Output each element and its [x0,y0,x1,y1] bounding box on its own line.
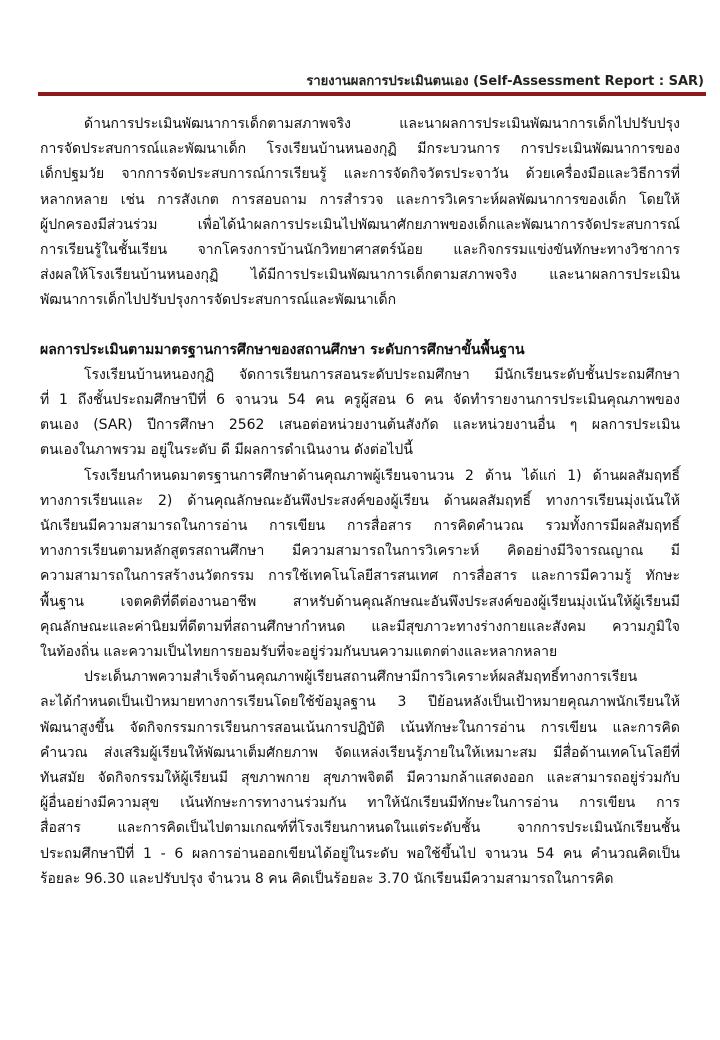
text-line: การจัดประสบการณ์และพัฒนาเด็ก โรงเรียนบ้านหนองกุฏิ มีกระบวนการ การประเมินพัฒนาการของ [40,141,680,158]
text-line: ทางการเรียนและ 2) ด้านคุณลักษณะอันพึงประสงค์ของผู้เรียน ด้านผลสัมฤทธิ์ ทางการเรียนมุ่งเน้นให้ [40,492,680,509]
text-line: ในท้องถิ่น และความเป็นไทยการยอมรับที่จะอยู่ร่วมกันบนความแตกต่างและหลากหลาย [40,644,558,661]
text-line: ทางการเรียนตามหลักสูตรสถานศึกษา มีความสามารถในการวิเคราะห์ คิดอย่างมีวิจารณญาณ มี [40,543,680,560]
text-line: ประเด็นภาพความสำเร็จด้านคุณภาพผู้เรียนสถานศึกษามีการวิเคราะห์ผลสัมฤทธิ์ทางการเรียน [84,669,638,686]
text-line: ความสามารถในการสร้างนวัตกรรม การใช้เทคโนโลยีสารสนเทศ การสื่อสาร และการมีความรู้ ทักษะ [40,568,680,585]
text-line: ทันสมัย จัดกิจกรรมให้ผู้เรียนมี สุขภาพกาย สุขภาพจิตดี มีความกล้าแสดงออก และสามารถอยู่ร่วมกับ [40,770,680,787]
text-line: ที่ 1 ถึงชั้นประถมศึกษาปีที่ 6 จานวน 54 คน ครูผู้สอน 6 คน จัดทำรายงานการประเมินคุณภาพของ [40,392,680,409]
text-line: สื่อสาร และการคิดเป็นไปตามเกณฑ์ที่โรงเรียนกาหนดในแต่ระดับชั้น จากการประเมินนักเรียนชั้น [40,820,680,837]
assessment-paragraph [40,112,680,314]
success-paragraph [40,665,680,892]
text-line: พื้นฐาน เจตคติที่ดีต่องานอาชีพ สาหรับด้านคุณลักษณะอันพึงประสงค์ของผู้เรียนมุ่งเน้นให้ผู้เรียนมี [40,593,680,610]
text-line: ละได้กำหนดเป็นเป้าหมายทางการเรียนโดยใช้ข้อมูลฐาน 3 ปีย้อนหลังเป็นเป้าหมายคุณภาพนักเรียนให้ [40,694,680,711]
text-line: ผู้อื่นอย่างมีความสุข เน้นทักษะการทางานร่วมกัน ทาให้นักเรียนมีทักษะในการอ่าน การเขียน การ [40,795,680,812]
text-line: ร้อยละ 96.30 และปรับปรุง จำนวน 8 คน คิดเป็นร้อยละ 3.70 นักเรียนมีความสามารถในการคิด [40,870,614,887]
text-line: คำนวณ ส่งเสริมผู้เรียนให้พัฒนาเต็มศักยภาพ จัดแหล่งเรียนรู้ภายในให้เหมาะสม มีสื่อด้านเทคโนโลยีที่ [40,744,680,761]
text-line: เด็กปฐมวัย จากการจัดประสบการณ์การเรียนรู้ และการจัดกิจวัตรประจาวัน ด้วยเครื่องมือและวิธีการที่ [40,166,680,183]
document-body [40,112,680,892]
text-line: คุณลักษณะและค่านิยมที่ดีตามที่สถานศึกษากำหนด และมีสุขภาวะทางร่างกายและสังคม ความภูมิใจ [40,618,680,635]
text-line: พัฒนาการเด็กไปปรับปรุงการจัดประสบการณ์และพัฒนาเด็ก [40,292,397,309]
text-line: โรงเรียนกำหนดมาตรฐานการศึกษาด้านคุณภาพผู้เรียนจานวน 2 ด้าน ได้แก่ 1) ด้านผลสัมฤทธิ์ [84,467,680,484]
report-title: รายงานผลการประเมินตนเอง (Self-Assessment Report : SAR) [306,74,704,89]
text-line: ตนเองในภาพรวม อยู่ในระดับ ดี มีผลการดำเนินงาน ดังต่อไปนี้ [40,442,413,459]
section-heading: ผลการประเมินตามมาตรฐานการศึกษาของสถานศึกษา ระดับการศึกษาขั้นพื้นฐาน [40,341,525,358]
school-overview-paragraph [40,363,680,464]
text-line: ตนเอง (SAR) ปีการศึกษา 2562 เสนอต่อหน่วยงานต้นสังกัด และหน่วยงานอื่น ๆ ผลการประเมิน [40,417,680,434]
text-line: ประถมศึกษาปีที่ 1 - 6 ผลการอ่านออกเขียนได้อยู่ในระดับ พอใช้ขึ้นไป จานวน 54 คน คำนวณคิดเป็น [40,845,680,862]
text-line: หลากหลาย เช่น การสังเกต การสอบถาม การสำรวจ และการวิเคราะห์ผลพัฒนาการของเด็ก โดยให้ [40,191,680,208]
text-line: ด้านการประเมินพัฒนาการเด็กตามสภาพจริง และนาผลการประเมินพัฒนาการเด็กไปปรับปรุง [84,116,680,132]
header-divider [38,92,706,96]
text-line: โรงเรียนบ้านหนองกุฏิ จัดการเรียนการสอนระดับประถมศึกษา มีนักเรียนระดับชั้นประถมศึกษา [84,366,680,383]
text-line: นักเรียนมีความสามารถในการอ่าน การเขียน การสื่อสาร การคิดคำนวณ รวมทั้งการมีผลสัมฤทธิ์ [40,518,680,535]
text-line: ผู้ปกครองมีส่วนร่วม เพื่อได้นำผลการประเมินไปพัฒนาศักยภาพของเด็กและพัฒนาการจัดประสบการณ์ [40,216,680,233]
text-line: ส่งผลให้โรงเรียนบ้านหนองกุฏิ ได้มีการประเมินพัฒนาการเด็กตามสภาพจริง และนาผลการประเมิน [40,267,680,284]
text-line: พัฒนาสูงขึ้น จัดกิจกรรมการเรียนการสอนเน้นการปฏิบัติ เน้นทักษะในการอ่าน การเขียน และการคิด [40,719,680,736]
standards-paragraph [40,464,680,666]
text-line: การเรียนรู้ในชั้นเรียน จากโครงการบ้านนักวิทยาศาสตร์น้อย และกิจกรรมแข่งขันทักษะทางวิชาการ [40,242,680,259]
